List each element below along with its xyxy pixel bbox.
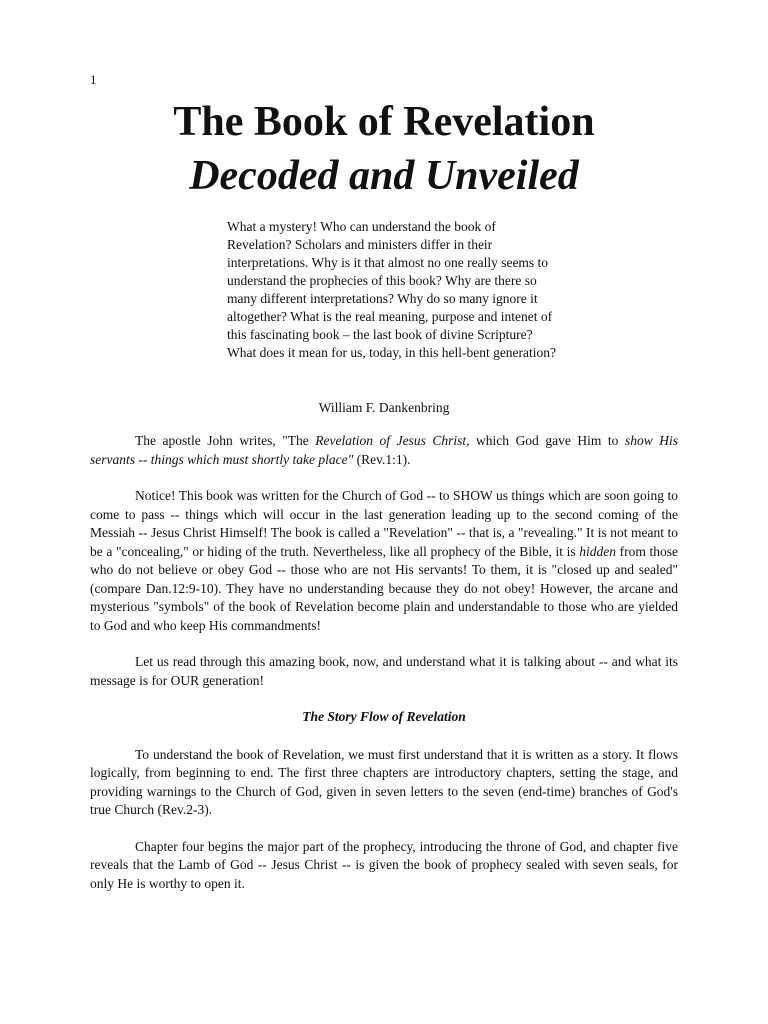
body-text: [90, 432, 678, 911]
section-heading: The Story Flow of Revelation: [302, 709, 466, 724]
paragraph-1-text-a: The apostle John writes, "The: [135, 433, 316, 448]
paragraph-4: To understand the book of Revelation, we must first understand that it is written as a story. It flows logically, from beginning to end. The first three chapters are introductory chapters, setting the stage, and providing warnings to the Church of God, given in seven letters to the seven (end-time) branches of God's true Church (Rev.2-3).: [90, 746, 678, 817]
document-subtitle: Decoded and Unveiled: [189, 153, 579, 199]
paragraph-2-text-c: from those who do not believe or obey God -- those who are not His servants! To them, it is "closed up and sealed" (compare Dan.12:9-10). They have no understanding because they do not obey! However, the arcane and mysterious "symbols" of the book of Revelation become plain and understandable to those who are yielded to God and who keep His commandments!: [90, 543, 678, 633]
paragraph-1-italic-b: Revelation of Jesus Christ,: [315, 433, 470, 448]
page-number: 1: [90, 72, 97, 87]
intro-abstract: What a mystery! Who can understand the book of Revelation? Scholars and ministers differ in their interpretations. Why is it that almost no one really seems to understand the prophecies of this book? Why are there so many different interpretations? Why do so many ignore it altogether? What is the real meaning, purpose and intenet of this fascinating book – the last book of divine Scripture? What does it mean for us, today, in this hell-bent generation?: [227, 219, 557, 360]
author-name: William F. Dankenbring: [318, 400, 450, 415]
paragraph-1-italic-d: show His servants -- things which must shortly take place": [90, 433, 679, 467]
paragraph-3: Let us read through this amazing book, now, and understand what it is talking about -- and what its message is for OUR generation!: [90, 654, 678, 688]
paragraph-2-text-a: Notice! This book was written for the Church of God -- to SHOW us things which are soon going to come to pass -- things which will occur in the last generation leading up to the second coming of the Messiah -- Jesus Christ Himself! The book is called a "Revelation" -- that is, a "revealing." It is not meant to be a "concealing," or hiding of the truth. Nevertheless, like all prophecy of the Bible, it is: [90, 488, 678, 559]
paragraph-2-italic-b: hidden: [579, 543, 617, 559]
document-title: The Book of Revelation: [173, 99, 595, 145]
paragraph-1-text-c: which God gave Him to: [469, 433, 625, 448]
paragraph-1: [90, 432, 678, 469]
paragraph-1-text-e: (Rev.1:1).: [353, 451, 411, 467]
paragraph-5: Chapter four begins the major part of the prophecy, introducing the throne of God, and chapter five reveals that the Lamb of God -- Jesus Christ -- is given the book of prophecy sealed with seven seals, for only He is worthy to open it.: [90, 838, 678, 891]
paragraph-2: [90, 487, 678, 635]
